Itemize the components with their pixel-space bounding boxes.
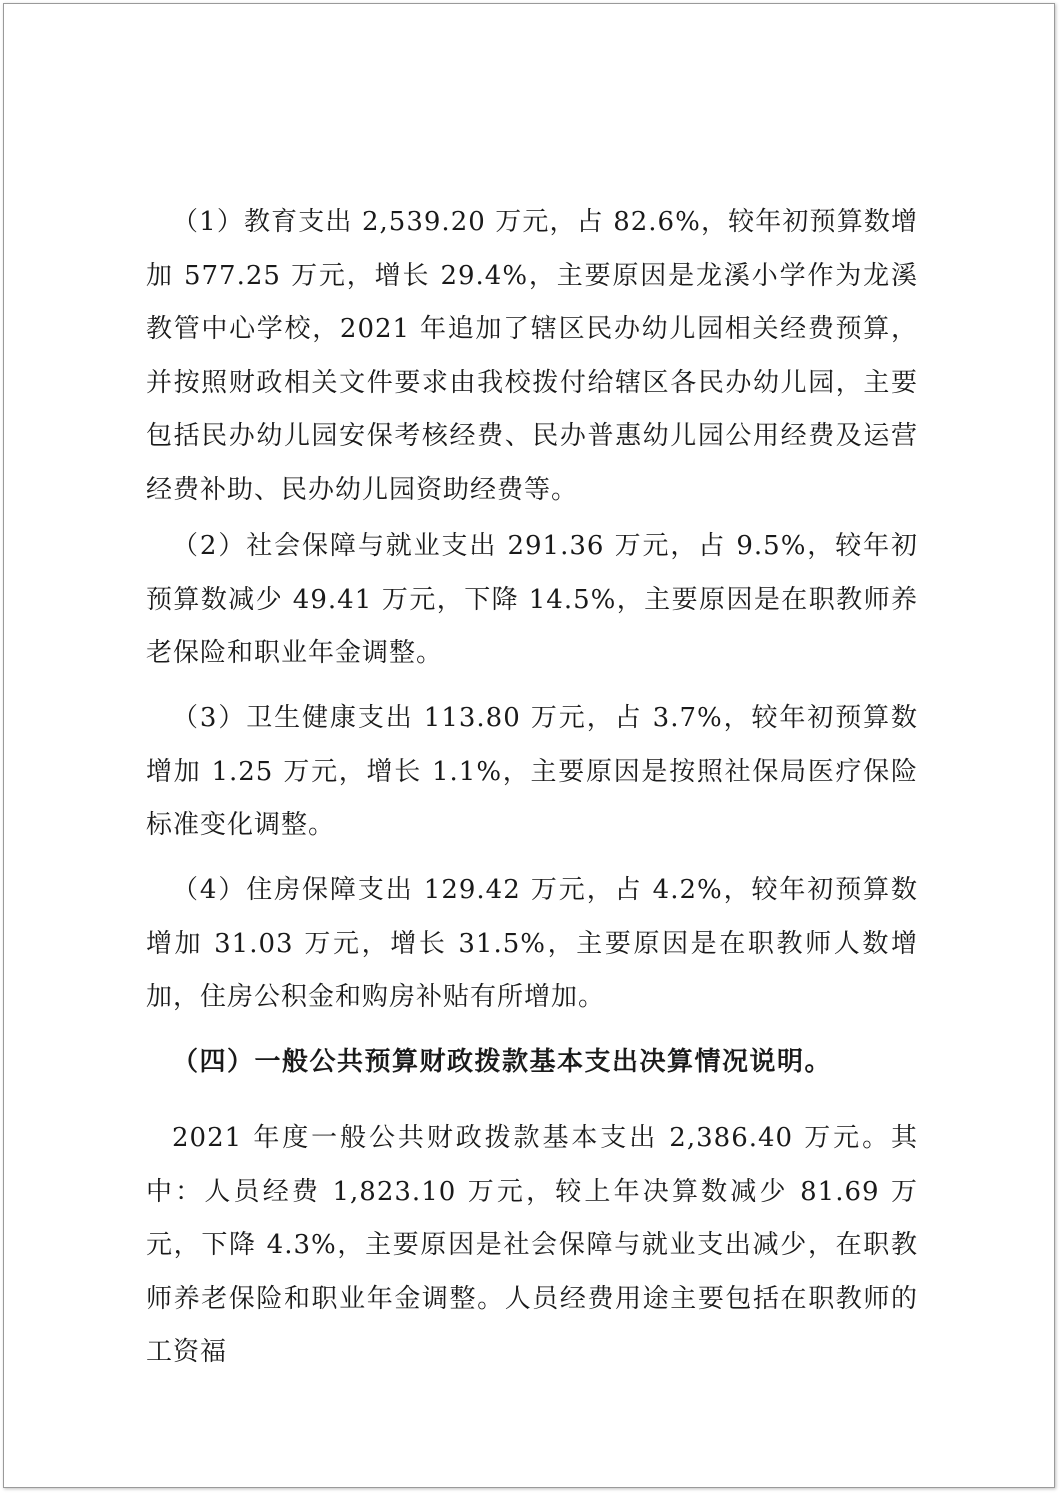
paragraph-housing-expenditure: （4）住房保障支出 129.42 万元，占 4.2%，较年初预算数增加 31.03 万元，增长 31.5%，主要原因是在职教师人数增加，住房公积金和购房补贴有所增加。 bbox=[146, 875, 918, 1012]
section-heading: （四）一般公共预算财政拨款基本支出决算情况说明。 bbox=[172, 1047, 833, 1077]
document-page bbox=[3, 3, 1055, 1488]
paragraph-basic-expenditure: 2021 年度一般公共财政拨款基本支出 2,386.40 万元。其中：人员经费 1,823.10 万元，较上年决算数减少 81.69 万元，下降 4.3%，主要原因是社会保障与就业支出减少，在职教师养老保险和职业年金调整。人员经费用途主要包括在职教师的工资福 bbox=[146, 1123, 918, 1367]
paragraph-health-expenditure: （3）卫生健康支出 113.80 万元，占 3.7%，较年初预算数增加 1.25 万元，增长 1.1%，主要原因是按照社保局医疗保险标准变化调整。 bbox=[146, 703, 918, 840]
paragraph-education-expenditure: （1）教育支出 2,539.20 万元，占 82.6%，较年初预算数增加 577.25 万元，增长 29.4%，主要原因是龙溪小学作为龙溪教管中心学校，2021 年追加了辖区民办幼儿园相关经费预算，并按照财政相关文件要求由我校拨付给辖区各民办幼儿园，主要包括民办幼儿园安保考核经费、民办普惠幼儿园公用经费及运营经费补助、民办幼儿园资助经费等。 bbox=[146, 207, 918, 505]
paragraph-social-security-expenditure: （2）社会保障与就业支出 291.36 万元，占 9.5%，较年初预算数减少 49.41 万元，下降 14.5%，主要原因是在职教师养老保险和职业年金调整。 bbox=[146, 531, 918, 668]
